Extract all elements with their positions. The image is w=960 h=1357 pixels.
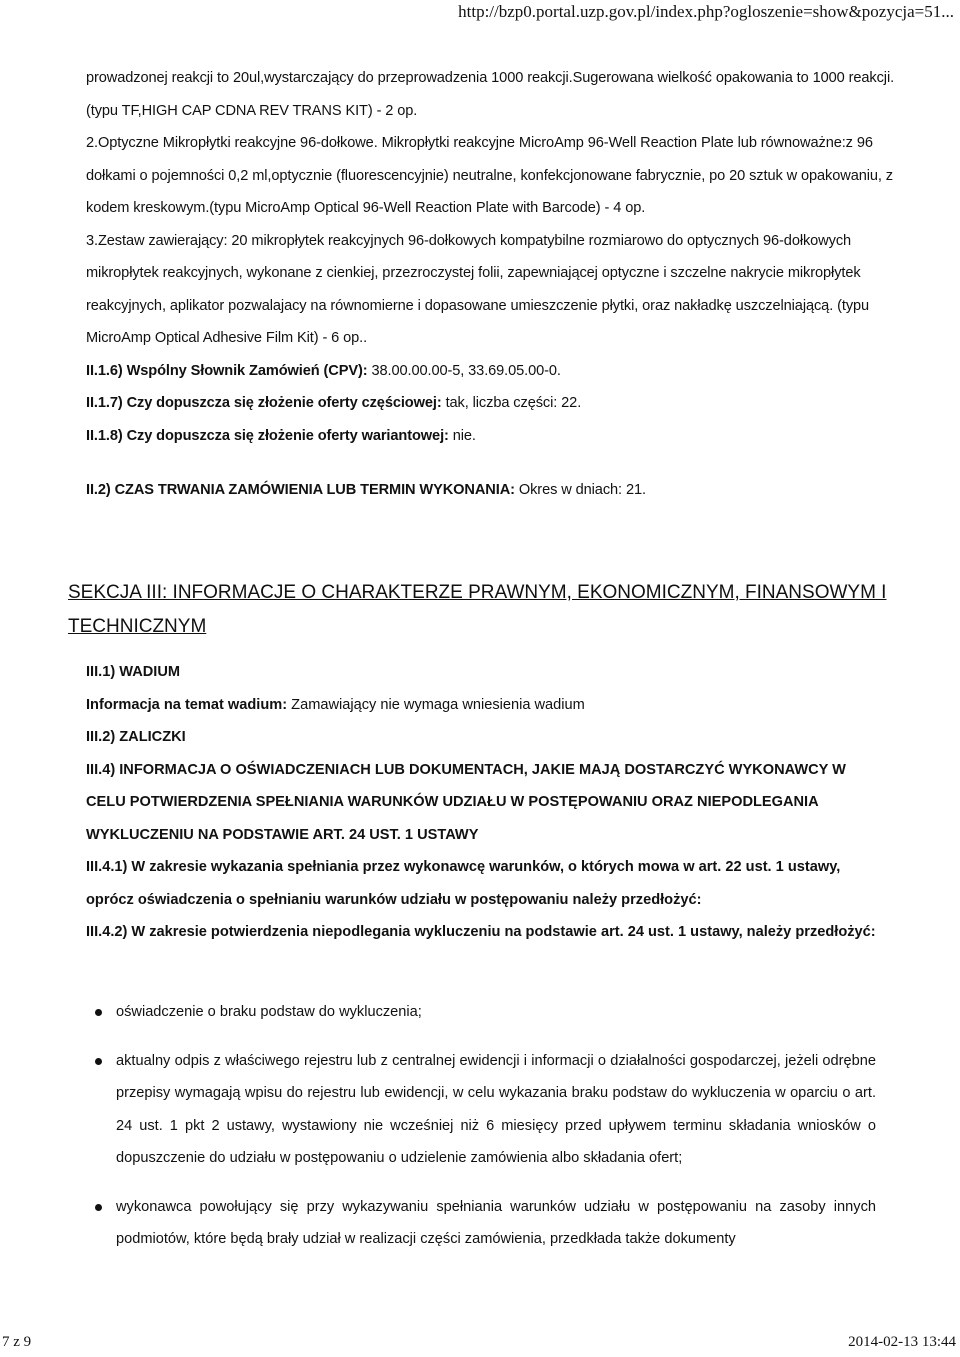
cpv-value: 38.00.00.00-5, 33.69.05.00-0.: [367, 362, 561, 379]
list-item: oświadczenie o braku podstaw do wykluczenia;: [86, 996, 876, 1029]
paragraph-item-3: 3.Zestaw zawierający: 20 mikropłytek reakcyjnych 96-dołkowych kompatybilne rozmiarowo do optycznych 96-dołkowych mikropłytek reakcyjnych, wykonane z cienkiej, przezroczystej folii, zapewniającej optyczne i szczelne nakrycie mikropłytek reakcyjnych, aplikator pozwalajacy na równomierne i dopasowane umieszczenie płytki, oraz nakładkę uszczelniającą. (typu MicroAmp Optical Adhesive Film Kit) - 6 op..: [86, 232, 870, 346]
section-3-title: SEKCJA III: INFORMACJE O CHARAKTERZE PRAWNYM, EKONOMICZNYM, FINANSOWYM I TECHNICZNYM: [68, 582, 887, 637]
documents-heading: III.4) INFORMACJA O OŚWIADCZENIACH LUB DOKUMENTACH, JAKIE MAJĄ DOSTARCZYĆ WYKONAWCY W CELU POTWIERDZENIA SPEŁNIANIA WARUNKÓW UDZIAŁU W POSTĘPOWANIU ORAZ NIEPODLEGANIA WYKLUCZENIU NA PODSTAWIE ART. 24 UST. 1 USTAWY: [86, 761, 846, 843]
wadium-value: Zamawiający nie wymaga wniesienia wadium: [287, 696, 585, 713]
wadium-heading: III.1) WADIUM: [86, 664, 181, 680]
paragraph-item-1: prowadzonej reakcji to 20ul,wystarczający do przeprowadzenia 1000 reakcji.Sugerowana wielkość opakowania to 1000 reakcji.(typu TF,HIGH CAP CDNA REV TRANS KIT) - 2 op.: [86, 70, 895, 119]
wadium-label: Informacja na temat wadium:: [86, 696, 288, 713]
cpv-row: [86, 355, 906, 388]
page-number: 7 z 9: [2, 1334, 32, 1350]
print-datetime: 2014-02-13 13:44: [848, 1334, 956, 1350]
partial-offer-row: [86, 387, 906, 420]
duration-label: II.2) CZAS TRWANIA ZAMÓWIENIA LUB TERMIN WYKONANIA:: [86, 482, 515, 498]
list-item: wykonawca powołujący się przy wykazywaniu spełniania warunków udziału w postępowaniu na zasoby innych podmiotów, które będą brały udział w realizacji części zamówienia, przedkłada także dokumenty: [86, 1191, 876, 1256]
duration-row: [86, 474, 906, 507]
variant-offer-row: [86, 420, 906, 453]
partial-offer-value: tak, liczba części: 22.: [441, 395, 582, 411]
section-3-body: [86, 656, 876, 949]
wadium-row: [86, 689, 876, 722]
partial-offer-label: II.1.7) Czy dopuszcza się złożenie oferty częściowej:: [86, 395, 442, 411]
duration-value: Okres w dniach: 21.: [514, 482, 646, 498]
list-item: aktualny odpis z właściwego rejestru lub z centralnej ewidencji i informacji o działalności gospodarczej, jeżeli odrębne przepisy wymagają wpisu do rejestru lub ewidencji, w celu wykazania braku podstaw do wykluczenia w oparciu o art. 24 ust. 1 pkt 2 ustawy, wystawiony nie wcześniej niż 6 miesięcy przed upływem terminu składania wniosków o dopuszczenie do udziału w postępowaniu o udzielenie zamówienia albo składania ofert;: [86, 1045, 876, 1175]
variant-offer-value: nie.: [448, 427, 476, 444]
page-url-header: http://bzp0.portal.uzp.gov.pl/index.php?ogloszenie=show&pozycja=51...: [458, 2, 954, 21]
required-documents-list: [86, 996, 876, 1272]
document-body: [86, 62, 906, 507]
zaliczki-heading: III.2) ZALICZKI: [86, 729, 186, 745]
variant-offer-label: II.1.8) Czy dopuszcza się złożenie oferty wariantowej:: [86, 427, 449, 444]
exclusion-heading: III.4.2) W zakresie potwierdzenia niepodlegania wykluczeniu na podstawie art. 24 ust. 1 ustawy, należy przedłożyć:: [86, 924, 876, 940]
cpv-label: II.1.6) Wspólny Słownik Zamówień (CPV):: [86, 362, 368, 379]
paragraph-item-2: 2.Optyczne Mikropłytki reakcyjne 96-dołkowe. Mikropłytki reakcyjne MicroAmp 96-Well Reaction Plate lub równoważne:z 96 dołkami o pojemności 0,2 ml,optycznie (fluorescencyjnie) neutralne, konfekcjonowane fabrycznie, po 20 sztuk w opakowaniu, z kodem kreskowym.(typu MicroAmp Optical 96-Well Reaction Plate with Barcode) - 4 op.: [86, 135, 894, 216]
conditions-heading: III.4.1) W zakresie wykazania spełniania przez wykonawcę warunków, o których mowa w art. 22 ust. 1 ustawy, oprócz oświadczenia o spełnianiu warunków udziału w postępowaniu należy przedłożyć:: [86, 859, 841, 908]
